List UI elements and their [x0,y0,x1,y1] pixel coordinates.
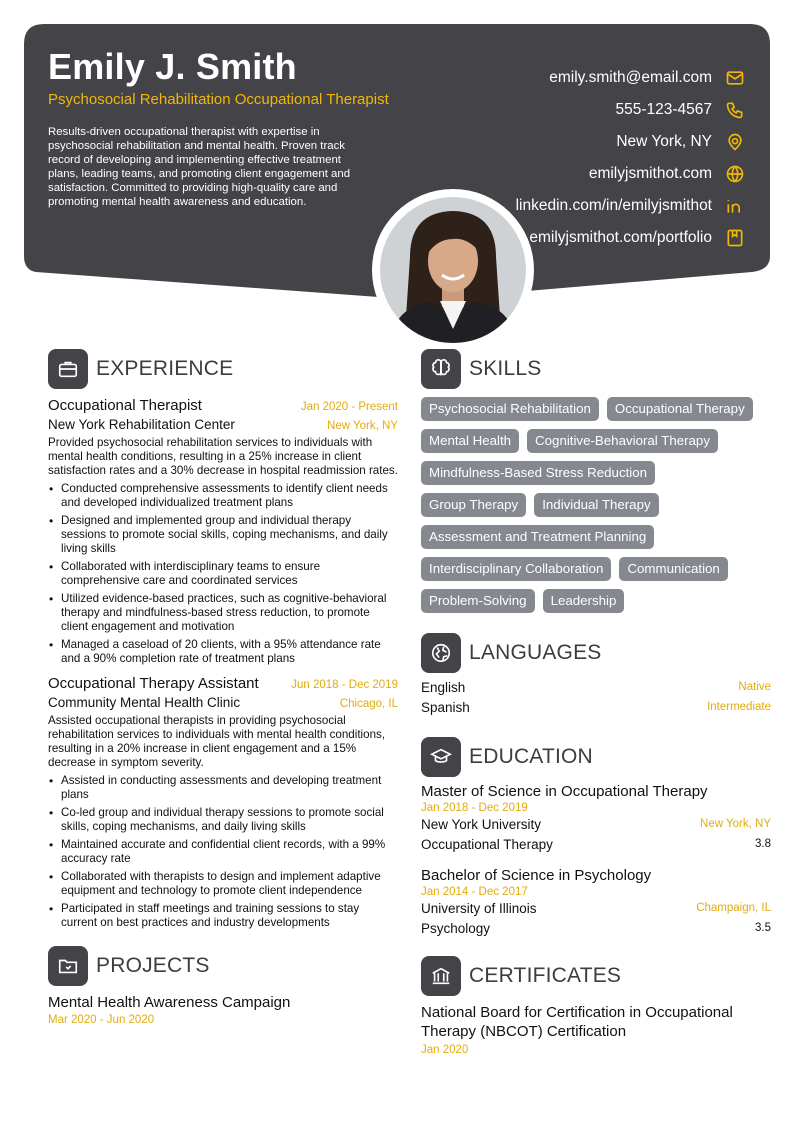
education-school-row [421,814,771,834]
project-name: Mental Health Awareness Campaign [48,994,291,1011]
education-school-row [421,898,771,918]
education-location: Champaign, IL [696,902,771,914]
job-company: Community Mental Health Clinic [48,695,241,710]
certificates-header [421,956,771,996]
education-dates: Jan 2014 - Dec 2017 [421,886,528,898]
email-text[interactable]: emily.smith@email.com [549,69,712,86]
language-level: Native [738,681,771,693]
job-dates: Jun 2018 - Dec 2019 [291,679,398,691]
skills-header [421,349,771,389]
contact-location [416,126,746,158]
language-item [421,677,771,697]
skill-tag: Problem-Solving [421,589,535,613]
graduation-cap-icon [421,737,461,777]
portfolio-icon [724,227,746,249]
map-pin-icon [724,131,746,153]
job-role: Occupational Therapist [48,397,202,414]
education-location: New York, NY [700,818,771,830]
experience-item [48,675,398,930]
project-dates: Mar 2020 - Jun 2020 [48,1014,155,1026]
skills-list [421,397,766,613]
profile-photo [372,189,534,351]
skill-tag: Individual Therapy [534,493,658,517]
linkedin-icon [724,195,746,217]
education-field: Psychology [421,920,491,936]
summary-text: Results-driven occupational therapist with expertise in psychosocial rehabilitation and mental health. Proven track record of developing and implementing effective treatment plans, leading teams, and promoting client engagement and satisfaction. Committed to providing high-quality care and promoting mental health awareness and education. [48,126,351,208]
left-column [48,349,398,1026]
location-text: New York, NY [616,133,712,150]
list-item: • Collaborated with therapists to design and implement adaptive equipment and technology to promote client independence [48,870,398,898]
certificate-date: Jan 2020 [421,1044,469,1056]
contact-phone[interactable] [416,94,746,126]
experience-header [48,349,398,389]
job-description: Assisted occupational therapists in providing psychosocial rehabilitation services to individuals with mental health conditions, resulting in a 20% increase in client engagement and a 15% decrease in symptom severity. [48,714,386,769]
education-field: Occupational Therapy [421,836,553,852]
education-dates: Jan 2018 - Dec 2019 [421,802,528,814]
education-degree: Bachelor of Science in Psychology [421,867,652,884]
list-item: • Utilized evidence-based practices, such as cognitive-behavioral therapy and mindfulness-based stress reduction, to promote client engagement and motivation [48,592,398,634]
skill-tag: Communication [619,557,727,581]
education-title: EDUCATION [469,745,593,768]
language-name: English [421,679,466,695]
job-dates: Jan 2020 - Present [300,401,398,413]
languages-header [421,633,771,673]
certificate-item [421,1003,771,1056]
contact-email[interactable] [416,62,746,94]
projects-title: PROJECTS [96,954,210,977]
institution-icon [421,956,461,996]
education-field-row [421,834,771,854]
folder-icon [48,946,88,986]
job-location: Chicago, IL [339,698,398,710]
right-column [421,349,771,1056]
job-role: Occupational Therapy Assistant [48,675,259,692]
education-school: University of Illinois [421,900,537,916]
skill-tag: Assessment and Treatment Planning [421,525,654,549]
brain-icon [421,349,461,389]
education-gpa: 3.8 [755,838,771,850]
list-item: • Assisted in conducting assessments and developing treatment plans [48,774,398,802]
education-field-row [421,918,771,938]
languages-list [421,677,771,717]
candidate-title: Psychosocial Rehabilitation Occupational Therapist [48,91,389,108]
skill-tag: Psychosocial Rehabilitation [421,397,599,421]
portfolio-text[interactable]: emilyjsmithot.com/portfolio [529,229,712,246]
phone-icon [724,99,746,121]
skill-tag: Leadership [543,589,625,613]
skills-title: SKILLS [469,357,542,380]
project-item [48,994,398,1026]
skill-tag: Occupational Therapy [607,397,753,421]
briefcase-icon [48,349,88,389]
job-bullets [48,774,398,930]
languages-title: LANGUAGES [469,641,602,664]
education-gpa: 3.5 [755,922,771,934]
experience-title: EXPERIENCE [96,357,234,380]
education-item [421,783,771,854]
list-item: • Co-led group and individual therapy sessions to promote social skills, coping mechanisms, and daily living skills [48,806,398,834]
language-icon [421,633,461,673]
education-school: New York University [421,816,542,832]
list-item: • Managed a caseload of 20 clients, with a 95% attendance rate and a 90% completion rate of treatment plans [48,638,398,666]
education-degree: Master of Science in Occupational Therapy [421,783,708,800]
skill-tag: Cognitive-Behavioral Therapy [527,429,718,453]
job-bullets [48,482,398,666]
language-name: Spanish [421,699,470,715]
globe-icon [724,163,746,185]
skill-tag: Mindfulness-Based Stress Reduction [421,461,655,485]
projects-header [48,946,398,986]
phone-text[interactable]: 555-123-4567 [615,101,712,118]
language-item [421,697,771,717]
list-item: • Collaborated with interdisciplinary teams to ensure comprehensive care and coordinated services [48,560,398,588]
mail-icon [724,67,746,89]
education-item [421,867,771,938]
job-location: New York, NY [327,420,398,432]
list-item: • Conducted comprehensive assessments to identify client needs and developed individualized treatment plans [48,482,398,510]
linkedin-text[interactable]: linkedin.com/in/emilyjsmithot [515,197,712,214]
contact-website[interactable] [416,158,746,190]
job-description: Provided psychosocial rehabilitation services to individuals with mental health conditions, resulting in a 25% increase in client satisfaction rates and a 30% decrease in hospital readmission rates. [48,436,398,477]
list-item: • Designed and implemented group and individual therapy sessions to promote social skills, coping mechanisms, and daily living skills [48,514,398,556]
experience-item [48,397,398,666]
list-item: • Participated in staff meetings and training sessions to stay current on best practices and industry developments [48,902,398,930]
list-item: • Maintained accurate and confidential client records, with a 99% accuracy rate [48,838,398,866]
skill-tag: Group Therapy [421,493,526,517]
website-text[interactable]: emilyjsmithot.com [588,165,712,182]
education-header [421,737,771,777]
skill-tag: Interdisciplinary Collaboration [421,557,611,581]
certificate-name: National Board for Certification in Occupational Therapy (NBCOT) Certification [421,1004,733,1040]
job-company: New York Rehabilitation Center [48,417,235,432]
candidate-name: Emily J. Smith [48,46,297,87]
language-level: Intermediate [707,701,771,713]
certificates-title: CERTIFICATES [469,964,622,987]
skill-tag: Mental Health [421,429,519,453]
